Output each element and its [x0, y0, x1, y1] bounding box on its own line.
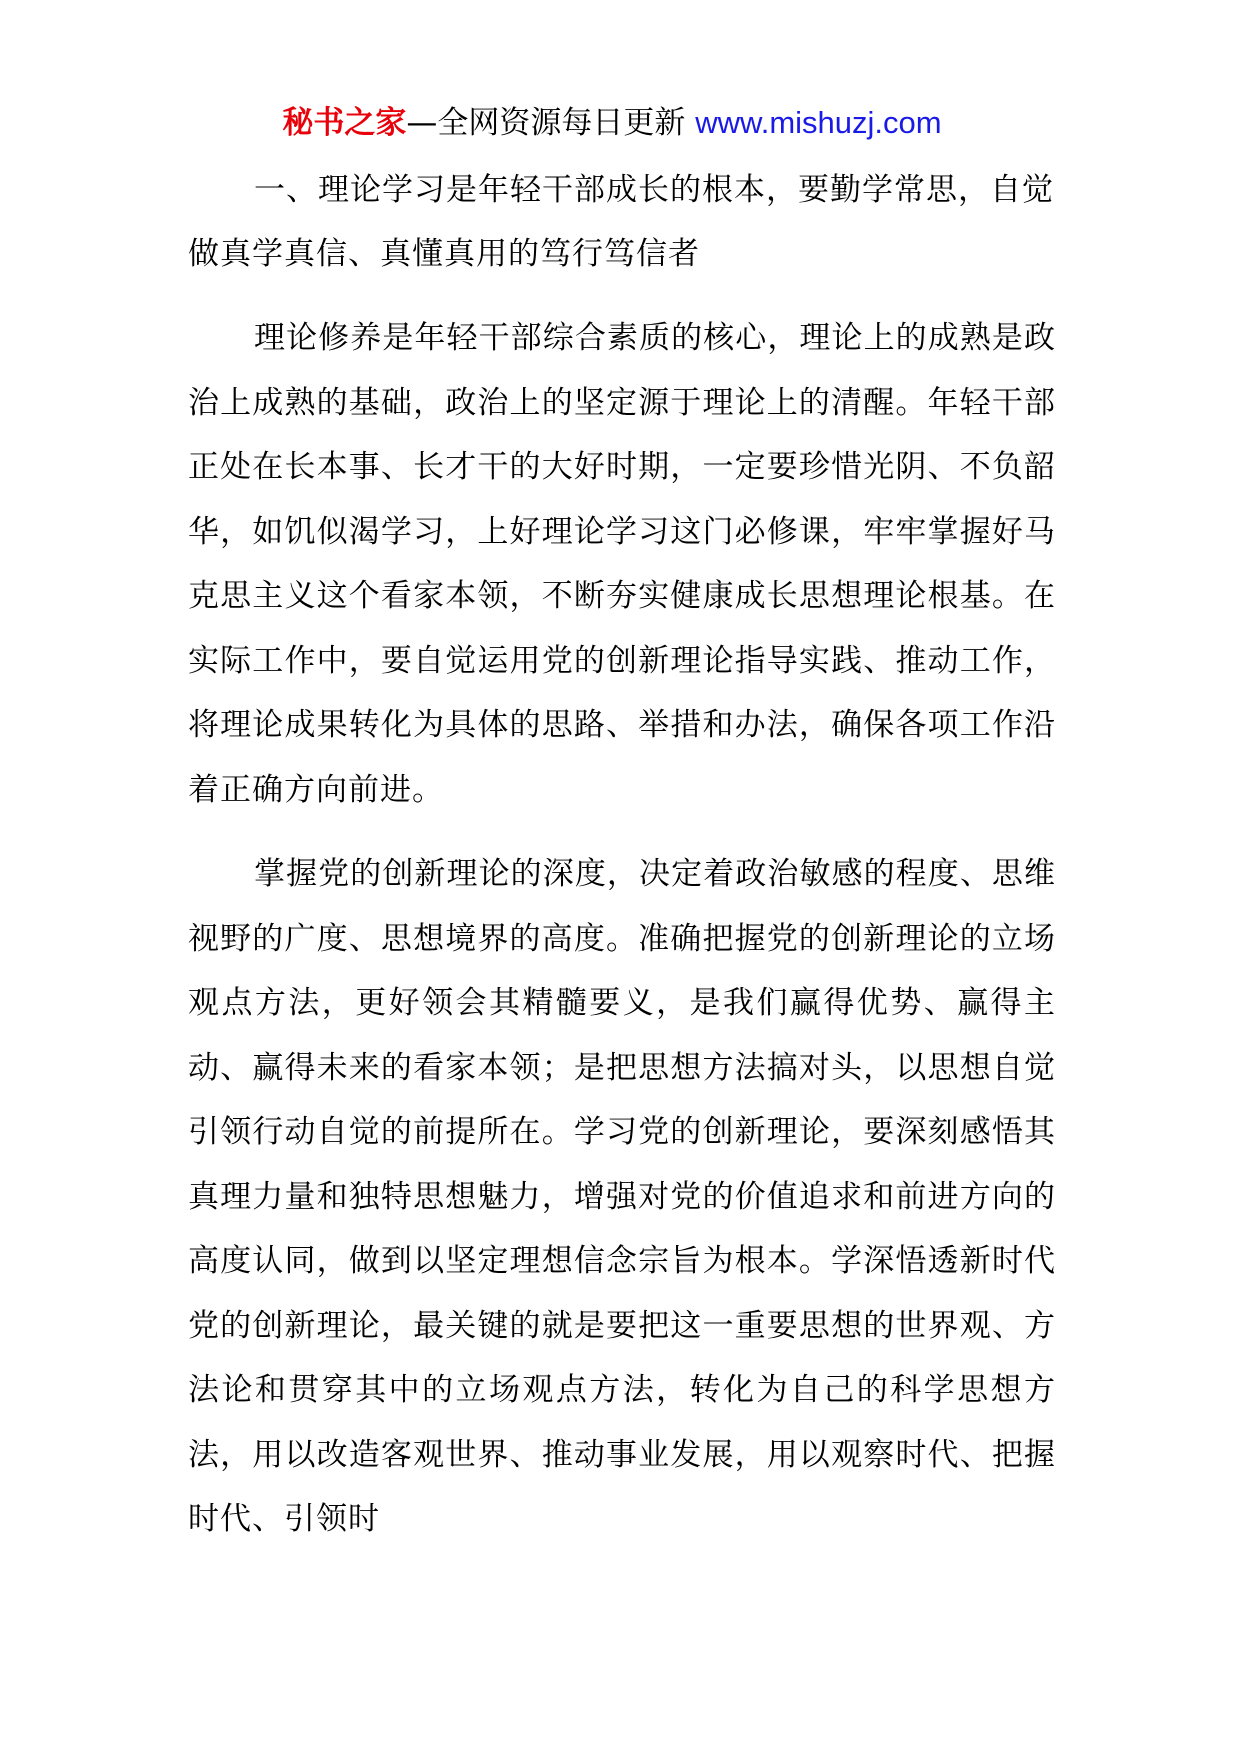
- site-url-link[interactable]: www.mishuzj.com: [695, 105, 942, 140]
- header-tagline: —全网资源每日更新: [406, 105, 686, 141]
- body-paragraph-1: 理论修养是年轻干部综合素质的核心，理论上的成熟是政治上成熟的基础，政治上的坚定源于理论上的清醒。年轻干部正处在长本事、长才干的大好时期，一定要珍惜光阴、不负韶华，如饥似渴学习，上好理论学习这门必修课，牢牢掌握好马克思主义这个看家本领，不断夯实健康成长思想理论根基。在实际工作中，要自觉运用党的创新理论指导实践、推动工作，将理论成果转化为具体的思路、举措和办法，确保各项工作沿着正确方向前进。: [188, 320, 1056, 808]
- site-header: [168, 98, 1056, 148]
- body-paragraph-2: 掌握党的创新理论的深度，决定着政治敏感的程度、思维视野的广度、思想境界的高度。准确把握党的创新理论的立场观点方法，更好领会其精髓要义，是我们赢得优势、赢得主动、赢得未来的看家本领；是把思想方法搞对头，以思想自觉引领行动自觉的前提所在。学习党的创新理论，要深刻感悟其真理力量和独特思想魅力，增强对党的价值追求和前进方向的高度认同，做到以坚定理想信念宗旨为根本。学深悟透新时代党的创新理论，最关键的就是要把这一重要思想的世界观、方法论和贯穿其中的立场观点方法，转化为自己的科学思想方法，用以改造客观世界、推动事业发展，用以观察时代、把握时代、引领时: [188, 856, 1056, 1537]
- document-page: [188, 98, 1056, 1552]
- section-heading: 一、理论学习是年轻干部成长的根本，要勤学常思，自觉做真学真信、真懂真用的笃行笃信者: [188, 172, 1054, 272]
- brand-name: 秘书之家: [282, 105, 407, 141]
